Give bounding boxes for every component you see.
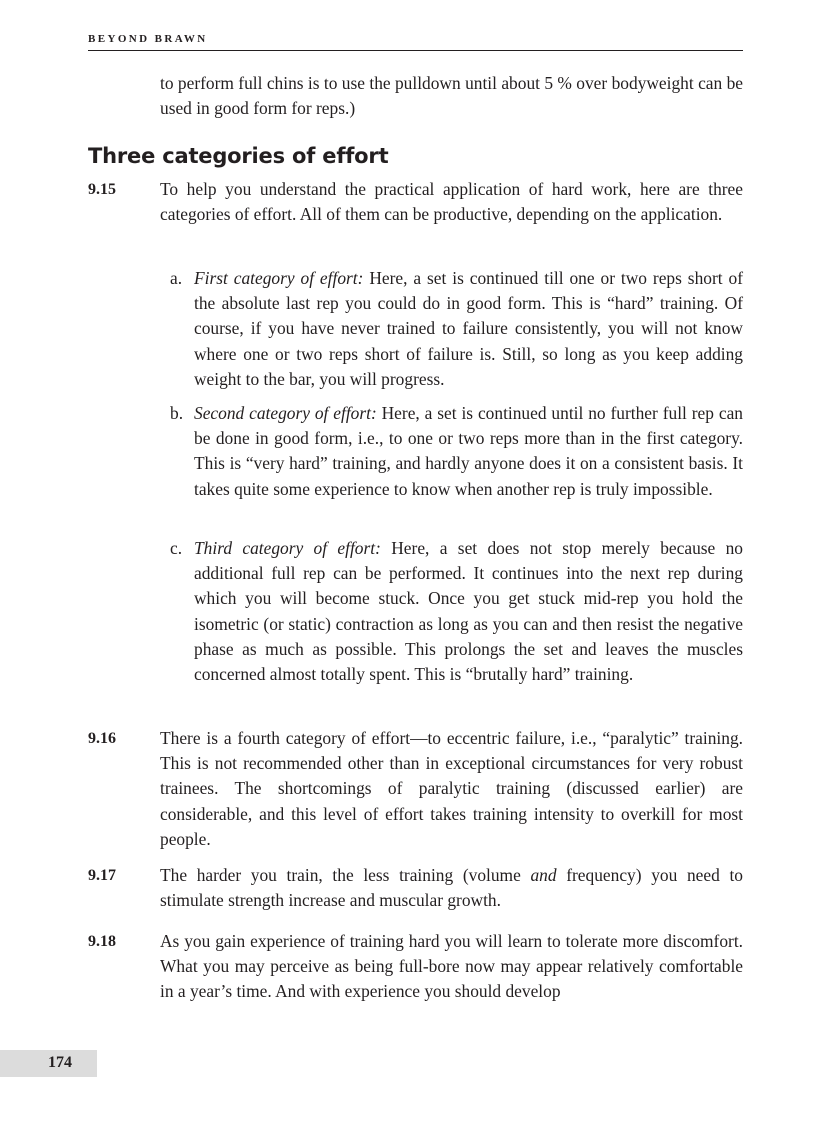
paragraph-number-9-17: 9.17 [88,867,116,884]
paragraph-number-9-15: 9.15 [88,181,116,198]
list-marker-c: c. [170,538,183,558]
paragraph-number-9-18: 9.18 [88,933,116,950]
paragraph-9-16: There is a fourth category of effort—to eccentric failure, i.e., “paralytic” training. This is not recommended other than in exceptional circumstances for very robust trainees. The shortcomings of paralytic training (discussed earlier) are considerable, and this level of effort takes training intensity to overkill for most people. [160,728,743,849]
list-item-a-term: First category of effort: [194,268,364,288]
list-item-c [194,536,743,687]
list-item-a [194,266,743,392]
list-item-a-text: Here, a set is continued till one or two reps short of the absolute last rep you could do in good form. This is “hard” training. Of course, if you have never trained to failure consistently, you will not know where one or two reps short of failure is. Still, so long as you keep adding weight to the bar, you will progress. [194,268,743,389]
list-item-b [194,401,743,502]
list-item-b-text: Here, a set is continued until no further full rep can be done in good form, i.e., to one or two reps more than in the first category. This is “very hard” training, and hardly anyone does it on a consistent basis. It takes quite some experience to know when another rep is truly impossible. [194,403,743,499]
paragraph-9-15: To help you understand the practical application of hard work, here are three categories of effort. All of them can be productive, depending on the application. [160,179,743,225]
page-number: 174 [48,1054,72,1071]
running-head: BEYOND BRAWN [88,33,208,45]
list-item-c-term: Third category of effort: [194,538,381,558]
list-marker-b: b. [170,403,184,423]
list-item-b-term: Second category of effort: [194,403,377,423]
paragraph-9-17-text-after: frequency) you need to stimulate strength increase and muscular growth. [160,865,743,911]
list-marker-a: a. [170,268,183,288]
continuation-paragraph: to perform full chins is to use the pulldown until about 5 % over bodyweight can be used in good form for reps.) [160,73,743,119]
list-item-c-text: Here, a set does not stop merely because no additional full rep can be performed. It continues into the next rep during which you will become stuck. Once you get stuck mid-rep you hold the isometric (or static) contraction as long as you can and then resist the negative phase as much as possible. This prolongs the set and leaves the muscles concerned almost totally spent. This is “brutally hard” training. [194,538,743,685]
paragraph-9-17-text-before: The harder you train, the less training (volume [160,865,531,885]
paragraph-number-9-16: 9.16 [88,730,116,747]
paragraph-9-17-emphasis: and [530,865,557,885]
header-rule [88,50,743,51]
paragraph-9-18: As you gain experience of training hard you will learn to tolerate more discomfort. What you may perceive as being full-bore now may appear relatively comfortable in a year’s time. And with experience you should develop [160,931,743,1002]
section-heading: Three categories of effort [88,144,389,168]
paragraph-9-17 [160,863,743,913]
